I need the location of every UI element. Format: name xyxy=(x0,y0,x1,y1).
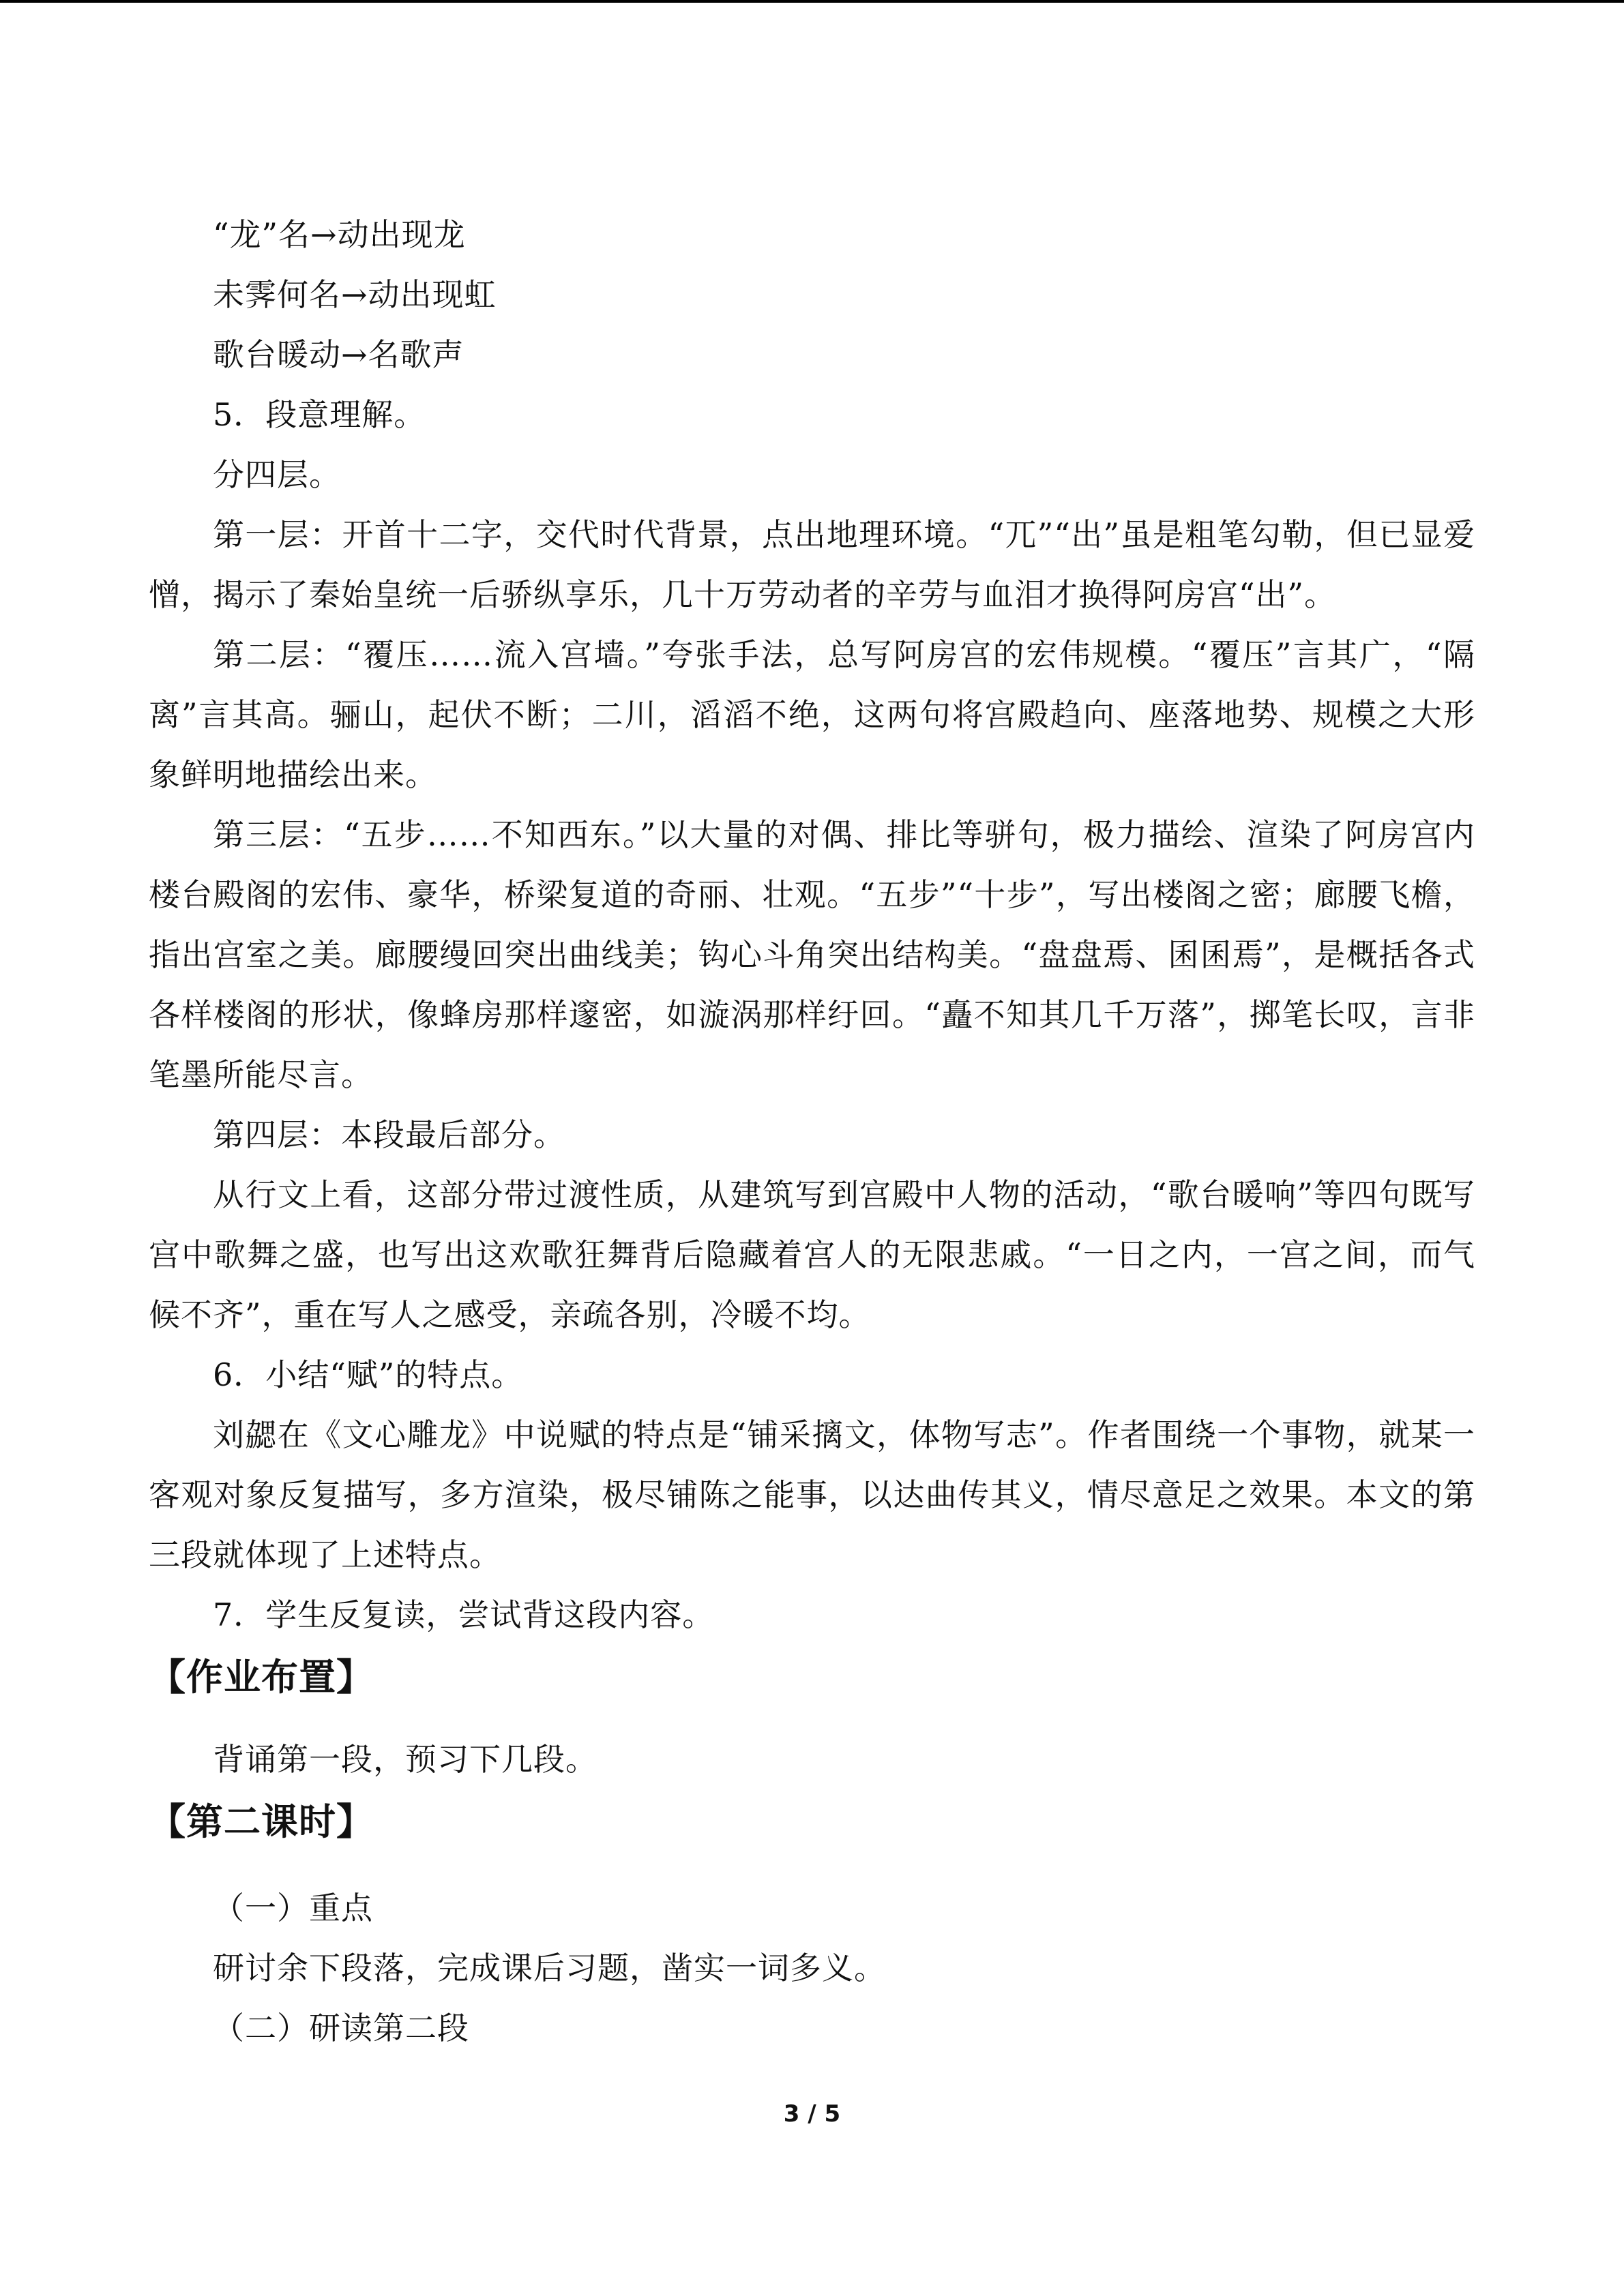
paragraph: 歌台暖动→名歌声 xyxy=(213,336,464,373)
paragraph: 7．学生反复读，尝试背这段内容。 xyxy=(213,1596,715,1633)
paragraph: 未霁何名→动出现虹 xyxy=(213,276,497,313)
paragraph: 5．段意理解。 xyxy=(213,396,426,433)
paragraph: 第一层：开首十二字，交代时代背景，点出地理环境。“兀”“出”虽是粗笔勾勒，但已显爱憎，揭示了秦始皇统一后骄纵享乐，几十万劳动者的辛劳与血泪才换得阿房宫“出”。 xyxy=(149,516,1475,613)
paragraph: “龙”名→动出现龙 xyxy=(213,216,466,253)
top-border xyxy=(0,0,1624,3)
paragraph: 第四层：本段最后部分。 xyxy=(213,1116,565,1153)
paragraph: 研讨余下段落，完成课后习题，凿实一词多义。 xyxy=(213,1950,886,1986)
page-number: 3 / 5 xyxy=(783,2100,841,2128)
paragraph: 刘勰在《文心雕龙》中说赋的特点是“铺采摛文，体物写志”。作者围绕一个事物，就某一客观对象反复描写，多方渲染，极尽铺陈之能事，以达曲传其义，情尽意足之效果。本文的第三段就体现了上述特点。 xyxy=(149,1416,1475,1573)
paragraph: 6．小结“赋”的特点。 xyxy=(213,1356,524,1393)
document-body xyxy=(149,205,1475,2058)
paragraph: （二）研读第二段 xyxy=(213,2010,469,2046)
section-heading-homework: 【作业布置】 xyxy=(149,1656,374,1699)
paragraph: 从行文上看，这部分带过渡性质，从建筑写到宫殿中人物的活动，“歌台暖响”等四句既写宫中歌舞之盛，也写出这欢歌狂舞背后隐藏着宫人的无限悲戚。“一日之内，一宫之间，而气候不齐”，重在写人之感受，亲疏各别，冷暖不均。 xyxy=(149,1176,1475,1333)
paragraph: 背诵第一段，预习下几段。 xyxy=(213,1741,597,1778)
section-heading-second-lesson: 【第二课时】 xyxy=(149,1800,374,1843)
paragraph: 分四层。 xyxy=(213,456,341,493)
paragraph: 第二层：“覆压……流入宫墙。”夸张手法，总写阿房宫的宏伟规模。“覆压”言其广，“隔离”言其高。骊山，起伏不断；二川，滔滔不绝，这两句将宫殿趋向、座落地势、规模之大形象鲜明地描绘出来。 xyxy=(149,636,1475,793)
paragraph: （一）重点 xyxy=(213,1890,373,1926)
paragraph: 第三层：“五步……不知西东。”以大量的对偶、排比等骈句，极力描绘、渲染了阿房宫内楼台殿阁的宏伟、豪华，桥梁复道的奇丽、壮观。“五步”“十步”，写出楼阁之密；廊腰飞檐，指出宫室之美。廊腰缦回突出曲线美；钩心斗角突出结构美。“盘盘焉、囷囷焉”，是概括各式各样楼阁的形状，像蜂房那样邃密，如漩涡那样纡回。“矗不知其几千万落”，掷笔长叹，言非笔墨所能尽言。 xyxy=(149,816,1475,1093)
